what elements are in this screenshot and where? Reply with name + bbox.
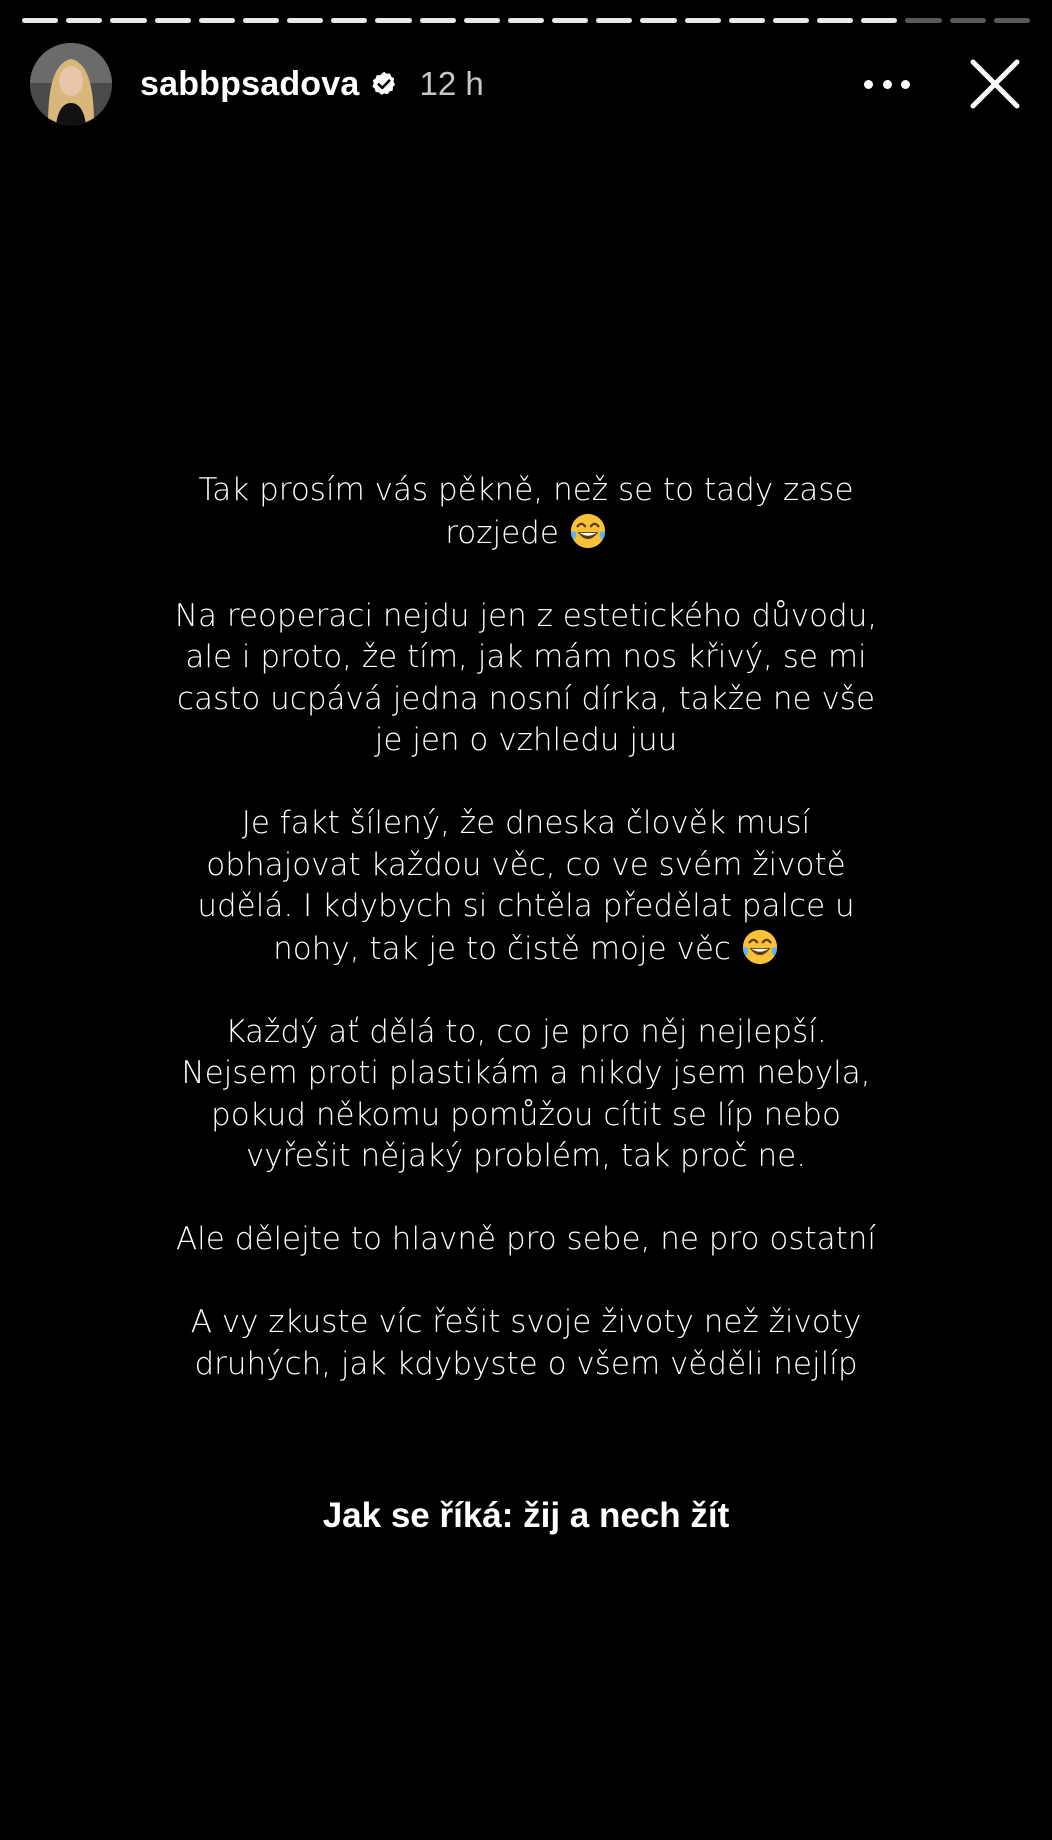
story-progress-segment — [464, 18, 500, 23]
closing-line: Jak se říká: žij a nech žít — [322, 1496, 730, 1535]
verified-badge-icon — [370, 70, 398, 98]
paragraph-4: Každý ať dělá to, co je pro něj nejlepší. Nejsem proti plastikám a nikdy jsem nebyla, pokud někomu pomůžou cítit se líp nebo vyřešit nějaký problém, tak proč ne. — [181, 1013, 871, 1174]
story-progress-bar — [22, 18, 1030, 23]
avatar-image — [30, 43, 112, 125]
story-progress-segment — [110, 18, 146, 23]
story-progress-segment — [243, 18, 279, 23]
story-progress-segment — [199, 18, 235, 23]
paragraph-1 — [120, 470, 932, 554]
close-icon[interactable] — [968, 57, 1022, 111]
paragraph-2: Na reoperaci nejdu jen z estetického důvodu, ale i proto, že tím, jak mám nos křivý, se mi casto ucpává jedna nosní dírka, takže ne vše je jen o vzhledu juu — [174, 597, 878, 758]
laughing-tears-emoji-icon — [741, 928, 779, 966]
story-progress-segment — [685, 18, 721, 23]
paragraph-5: Ale dělejte to hlavně pro sebe, ne pro ostatní — [175, 1221, 877, 1257]
story-progress-segment — [905, 18, 941, 23]
story-progress-segment — [331, 18, 367, 23]
paragraph-1-line-1: Tak prosím vás pěkně, než se to tady zase — [198, 472, 854, 508]
paragraph-1-line-2: rozjede — [445, 514, 559, 551]
story-progress-segment — [552, 18, 588, 23]
paragraph-3-last-line: nohy, tak je to čistě moje věc — [273, 930, 731, 967]
more-horizontal-icon[interactable] — [864, 69, 910, 99]
story-progress-segment — [287, 18, 323, 23]
story-progress-segment — [994, 18, 1030, 23]
story-progress-segment — [773, 18, 809, 23]
story-progress-segment — [508, 18, 544, 23]
story-header — [30, 44, 1030, 124]
paragraph-3 — [120, 803, 932, 970]
story-progress-segment — [640, 18, 676, 23]
story-text — [120, 470, 932, 1427]
story-progress-segment — [66, 18, 102, 23]
story-progress-segment — [22, 18, 58, 23]
paragraph-3-lines: Je fakt šílený, že dneska člověk musí obhajovat každou věc, co ve svém životě udělá. I kdybych si chtěla předělat palce u — [197, 805, 855, 924]
story-progress-segment — [950, 18, 986, 23]
story-progress-segment — [420, 18, 456, 23]
username[interactable]: sabbpsadova — [140, 64, 360, 103]
story-progress-segment — [861, 18, 897, 23]
story-timestamp: 12 h — [419, 65, 484, 102]
story-progress-segment — [155, 18, 191, 23]
story-progress-segment — [729, 18, 765, 23]
laughing-tears-emoji-icon — [569, 512, 607, 550]
avatar[interactable] — [30, 43, 112, 125]
paragraph-6: A vy zkuste víc řešit svoje životy než životy druhých, jak kdybyste o všem věděli nejlíp — [190, 1304, 862, 1382]
story-progress-segment — [596, 18, 632, 23]
story-progress-segment — [817, 18, 853, 23]
story-progress-segment — [375, 18, 411, 23]
